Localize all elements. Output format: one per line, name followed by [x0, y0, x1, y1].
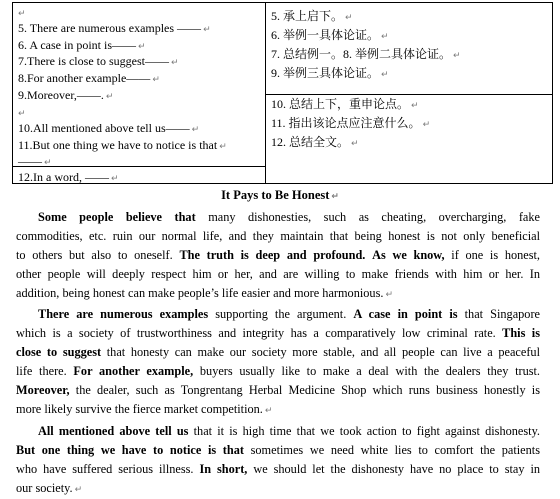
- p3-line-3: who have suffered serious illness. In short, we should let the dishonesty have no place to stay in: [16, 462, 541, 476]
- table-right-line-9: 9. 举例三具体论证。 ↵: [271, 66, 389, 80]
- table-left-line-6: ↵: [18, 109, 26, 119]
- table-right-line-5: 5. 承上启下。 ↵: [271, 9, 353, 23]
- p3-line-4: our society. ↵: [16, 481, 83, 495]
- p2-line-4: life there. For another example, buyers usually like to make a deal with the dealers they trust.: [16, 364, 541, 378]
- p1-line-4: other people will deeply respect him or her, and are willing to make friends with him or her. In: [16, 267, 540, 281]
- p2-line-5: Moreover, the dealer, such as Tongrentang Herbal Medicine Shop which runs business honestly is: [16, 383, 540, 397]
- table-left-line-9: —— ↵: [18, 154, 52, 168]
- table-left-line-10: 12.In a word, —— ↵: [18, 170, 119, 184]
- table-right-line-11: 11. 指出该论点应注意什么。 ↵: [271, 116, 431, 130]
- table-column-divider: [265, 3, 266, 183]
- table-left-line-5: 9.Moreover,——. ↵: [18, 88, 114, 102]
- p2-line-6: more likely survive the fierce market competition. ↵: [16, 402, 273, 416]
- table-right-line-10: 10. 总结上下，重申论点。 ↵: [271, 97, 419, 111]
- table-right-line-12: 12. 总结全文。 ↵: [271, 135, 359, 149]
- table-left-line-3: 7.There is close to suggest—— ↵: [18, 54, 179, 68]
- essay-title: It Pays to Be Honest ↵: [221, 188, 339, 202]
- table-left-line-8: 11.But one thing we have to notice is that ↵: [18, 138, 227, 152]
- table-right-line-7-8: 7. 总结例一。8. 举例二具体论证。 ↵: [271, 47, 461, 61]
- table-left-line-1: 5. There are numerous examples —— ↵: [18, 21, 211, 35]
- table-left-line-2: 6. A case in point is—— ↵: [18, 38, 146, 52]
- p1-line-3: to others but also to oneself. The truth is deep and profound. As we know, if one is honest,: [16, 248, 540, 262]
- p3-line-1: All mentioned above tell us that it is high time that we took action to fight against dishonesty.: [38, 424, 540, 438]
- p1-line-5: addition, being honest can make people’s life easier and more harmonious. ↵: [16, 286, 393, 300]
- table-top-mark: ↵: [18, 9, 26, 19]
- p2-line-3: close to suggest that honesty can make our society more stable, and all people can live a peaceful: [16, 345, 540, 359]
- table-left-line-4: 8.For another example—— ↵: [18, 71, 160, 85]
- p1-line-2: commodities, etc. ruin our normal life, and they maintain that being honest is not only beneficial: [16, 229, 540, 243]
- table-row-divider-right: [265, 94, 552, 95]
- p3-line-2: But one thing we have to notice is that sometimes we need white lies to comfort the patients: [16, 443, 540, 457]
- p1-line-1: Some people believe that many dishonesties, such as cheating, overcharging, fake: [38, 210, 540, 224]
- p2-line-1: There are numerous examples supporting the argument. A case in point is that Singapore: [38, 307, 540, 321]
- table-right-line-6: 6. 举例一具体论证。 ↵: [271, 28, 389, 42]
- p2-line-2: which is a society of trustworthiness and integrity has a comparatively low criminal rate. This is: [16, 326, 540, 340]
- table-left-line-7: 10.All mentioned above tell us—— ↵: [18, 121, 200, 135]
